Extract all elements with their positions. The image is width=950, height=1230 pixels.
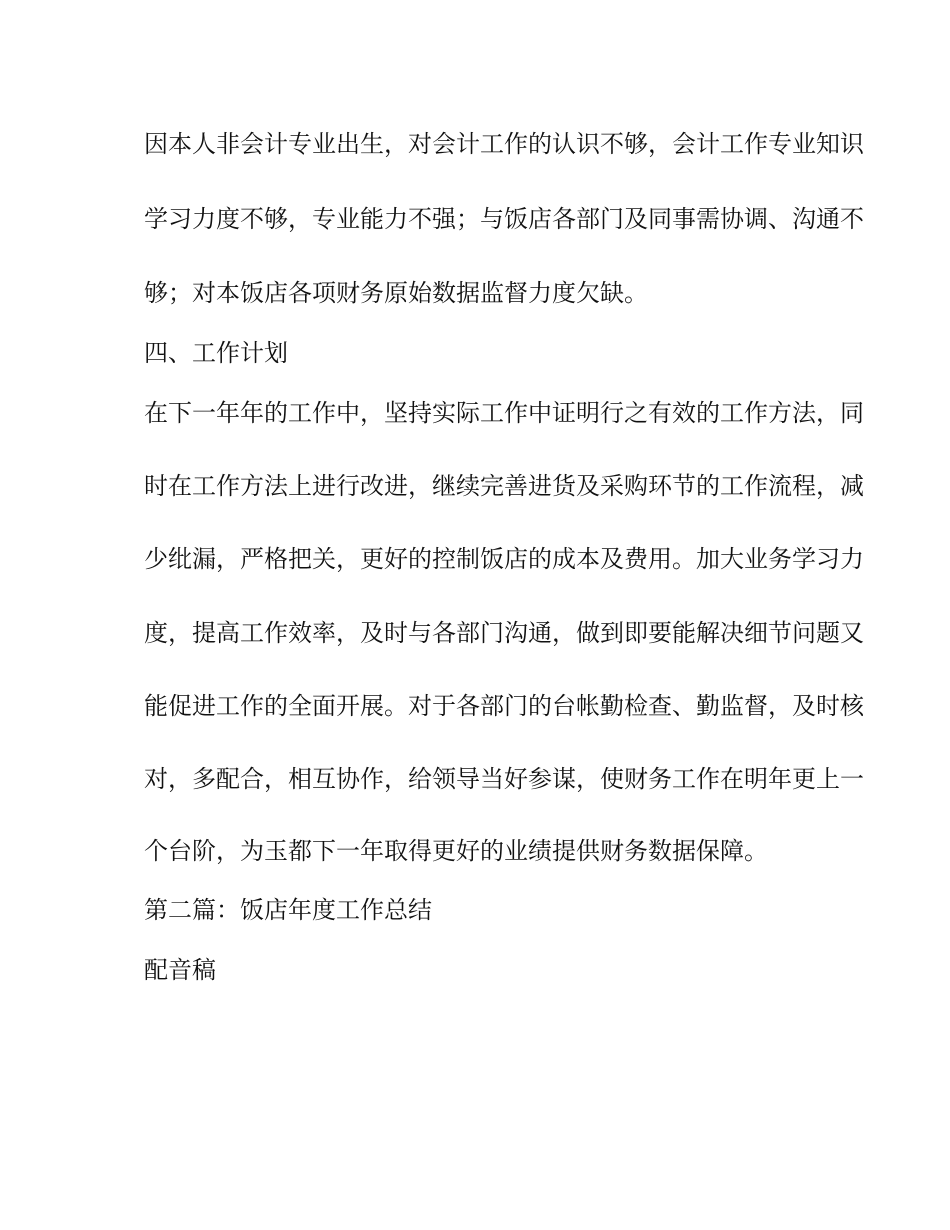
paragraph-line: 时在工作方法上进行改进，继续完善进货及采购环节的工作流程，减 <box>144 472 864 500</box>
section-heading: 第二篇：饭店年度工作总结 <box>144 896 432 924</box>
section-heading: 四、工作计划 <box>144 339 288 367</box>
section-heading: 配音稿 <box>144 956 216 984</box>
paragraph-line: 够；对本饭店各项财务原始数据监督力度欠缺。 <box>144 279 648 307</box>
paragraph-line: 度，提高工作效率，及时与各部门沟通，做到即要能解决细节问题又 <box>144 619 864 647</box>
paragraph-line: 在下一年年的工作中，坚持实际工作中证明行之有效的工作方法，同 <box>144 399 864 427</box>
paragraph-line: 个台阶，为玉都下一年取得更好的业绩提供财务数据保障。 <box>144 837 768 865</box>
paragraph-line: 少纰漏，严格把关，更好的控制饭店的成本及费用。加大业务学习力 <box>144 545 864 573</box>
paragraph-line: 能促进工作的全面开展。对于各部门的台帐勤检查、勤监督，及时核 <box>144 692 864 720</box>
paragraph-line: 学习力度不够，专业能力不强；与饭店各部门及同事需协调、沟通不 <box>144 205 864 233</box>
paragraph-line: 因本人非会计专业出生，对会计工作的认识不够，会计工作专业知识 <box>144 130 864 158</box>
paragraph-line: 对，多配合，相互协作，给领导当好参谋，使财务工作在明年更上一 <box>144 765 864 793</box>
